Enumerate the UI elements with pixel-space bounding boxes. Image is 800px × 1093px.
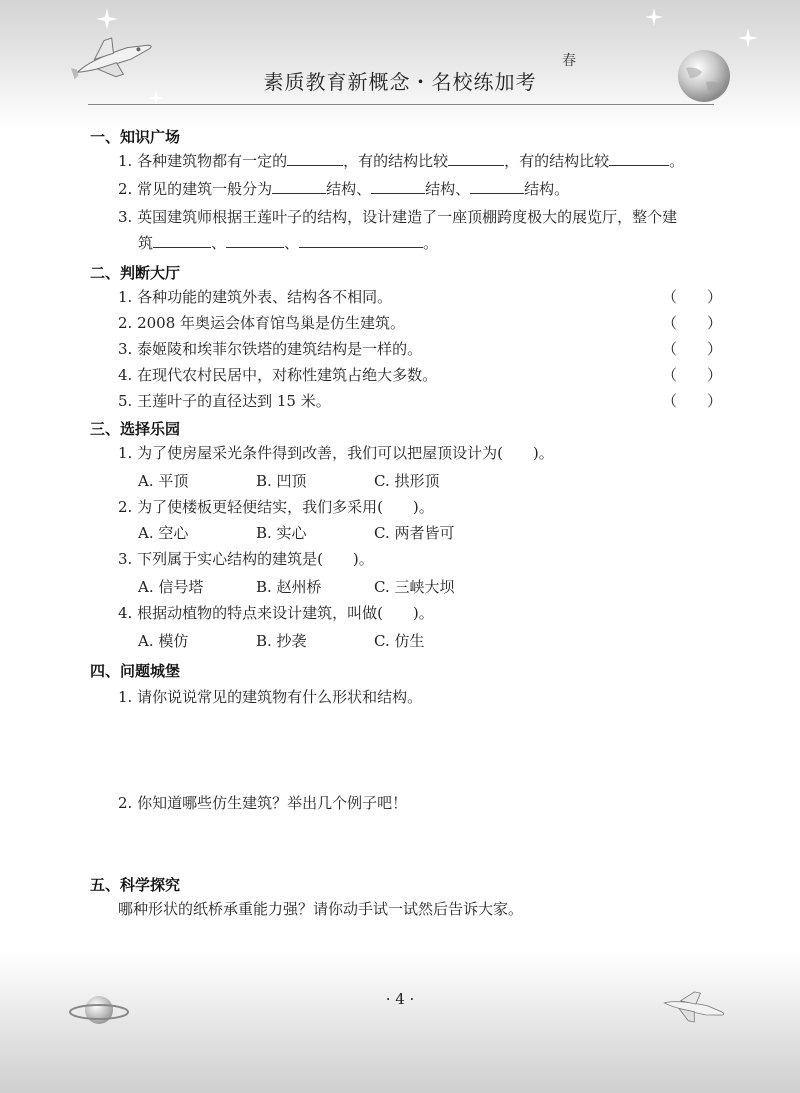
- answer-parentheses[interactable]: （ ）: [662, 340, 723, 358]
- question-text: 1. 各种建筑物都有一定的: [118, 152, 288, 170]
- option-a[interactable]: A. 平顶: [138, 472, 189, 490]
- inquiry-question: 哪种形状的纸桥承重能力强？请你动手试一试然后告诉大家。: [118, 900, 524, 918]
- judge-item: 3. 泰姬陵和埃菲尔铁塔的建筑结构是一样的。: [118, 340, 423, 358]
- answer-parentheses[interactable]: （ ）: [662, 392, 723, 410]
- choice-question: 1. 为了使房屋采光条件得到改善，我们可以把屋顶设计为( )。: [118, 444, 554, 462]
- option-c[interactable]: C. 拱形顶: [374, 472, 440, 490]
- answer-blank[interactable]: [272, 179, 326, 194]
- page-header-title: 素质教育新概念・名校练加考: [263, 70, 537, 94]
- question-text: 。: [669, 152, 685, 170]
- answer-blank[interactable]: [470, 179, 524, 194]
- option-c[interactable]: C. 两者皆可: [374, 524, 455, 542]
- option-a[interactable]: A. 空心: [138, 524, 189, 542]
- judge-item: 5. 王莲叶子的直径达到 15 米。: [118, 392, 331, 410]
- option-c[interactable]: C. 仿生: [374, 632, 425, 650]
- answer-blank[interactable]: [153, 233, 211, 248]
- season-label: 春: [562, 53, 576, 69]
- answer-blank[interactable]: [448, 151, 504, 166]
- judge-item: 2. 2008 年奥运会体育馆鸟巢是仿生建筑。: [118, 314, 406, 332]
- section-heading: 一、知识广场: [90, 128, 181, 146]
- option-b[interactable]: B. 凹顶: [256, 472, 307, 490]
- question-text: ，有的结构比较: [343, 152, 449, 170]
- answer-parentheses[interactable]: （ ）: [662, 366, 723, 384]
- section-heading: 三、选择乐园: [90, 420, 181, 438]
- fill-question-continued: [138, 232, 438, 253]
- answer-blank[interactable]: [287, 151, 343, 166]
- answer-blank[interactable]: [299, 233, 423, 248]
- option-b[interactable]: B. 抄袭: [256, 632, 307, 650]
- answer-parentheses[interactable]: （ ）: [662, 314, 723, 332]
- fill-question: 3. 英国建筑师根据王莲叶子的结构，设计建造了一座顶棚跨度极大的展览厅，整个建: [118, 208, 678, 226]
- section-heading: 四、问题城堡: [90, 662, 181, 680]
- option-b[interactable]: B. 实心: [256, 524, 307, 542]
- option-c[interactable]: C. 三峡大坝: [374, 578, 455, 596]
- choice-question: 4. 根据动植物的特点来设计建筑，叫做( )。: [118, 604, 434, 622]
- answer-parentheses[interactable]: （ ）: [662, 288, 723, 306]
- page-number: · 4 ·: [385, 990, 415, 1008]
- section-heading: 二、判断大厅: [90, 264, 181, 282]
- open-question: 1. 请你说说常见的建筑物有什么形状和结构。: [118, 688, 423, 706]
- option-a[interactable]: A. 信号塔: [138, 578, 204, 596]
- section-heading: 五、科学探究: [90, 876, 181, 894]
- question-text: 、: [211, 234, 227, 252]
- question-text: 2. 常见的建筑一般分为: [118, 180, 273, 198]
- question-text: 结构。: [524, 180, 570, 198]
- choice-question: 3. 下列属于实心结构的建筑是( )。: [118, 550, 374, 568]
- choice-question: 2. 为了使楼板更轻便结实，我们多采用( )。: [118, 498, 434, 516]
- question-text: 、: [284, 234, 300, 252]
- question-text: 。: [423, 234, 439, 252]
- open-question: 2. 你知道哪些仿生建筑？举出几个例子吧！: [118, 794, 408, 812]
- fill-question: [118, 178, 569, 199]
- judge-item: 4. 在现代农村民居中，对称性建筑占绝大多数。: [118, 366, 438, 384]
- option-b[interactable]: B. 赵州桥: [256, 578, 322, 596]
- question-text: 筑: [138, 234, 154, 252]
- answer-blank[interactable]: [609, 151, 669, 166]
- question-text: ，有的结构比较: [504, 152, 610, 170]
- answer-blank[interactable]: [226, 233, 284, 248]
- option-a[interactable]: A. 模仿: [138, 632, 189, 650]
- question-text: 结构、: [425, 180, 471, 198]
- answer-blank[interactable]: [371, 179, 425, 194]
- fill-question: [118, 150, 684, 171]
- judge-item: 1. 各种功能的建筑外表、结构各不相同。: [118, 288, 393, 306]
- question-text: 结构、: [326, 180, 372, 198]
